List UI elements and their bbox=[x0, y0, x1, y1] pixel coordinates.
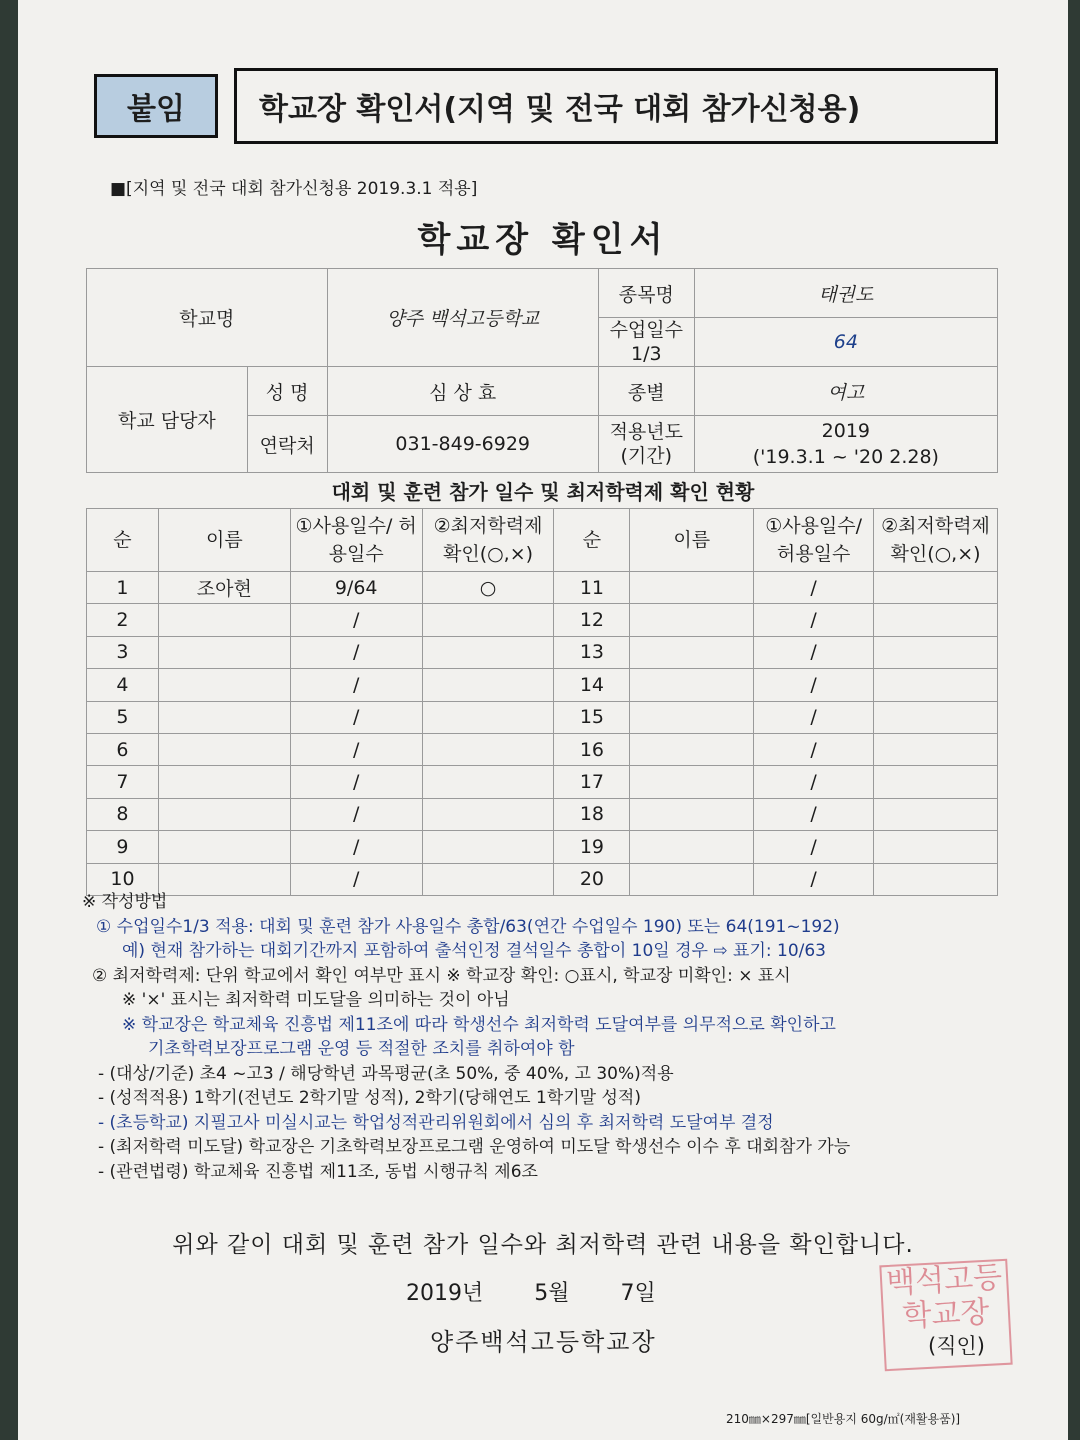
detail-3: - (초등학교) 지필고사 미실시교는 학업성적관리위원회에서 심의 후 최저학력 도달여부 결정 bbox=[98, 1112, 774, 1133]
min-check bbox=[874, 604, 998, 636]
used-days: / bbox=[290, 604, 422, 636]
year-value: 2019 bbox=[821, 420, 871, 442]
min-check bbox=[422, 636, 554, 668]
used-days: / bbox=[754, 766, 874, 798]
name-value: 심 상 효 bbox=[327, 367, 598, 416]
staff-label: 학교 담당자 bbox=[87, 367, 248, 473]
min-check bbox=[422, 733, 554, 765]
table-row bbox=[87, 701, 998, 733]
document-title: 학교장 확인서 bbox=[417, 220, 669, 260]
student-name bbox=[158, 831, 290, 863]
date-month: 5월 bbox=[534, 1281, 570, 1306]
table-row bbox=[87, 798, 998, 830]
notes-heading: ※ 작성방법 bbox=[82, 892, 168, 912]
sport-label: 종목명 bbox=[598, 269, 694, 318]
school-label: 학교명 bbox=[87, 269, 328, 367]
student-name: 조아현 bbox=[158, 572, 290, 604]
used-days: / bbox=[754, 669, 874, 701]
year-label: 적용년도 (기간) bbox=[598, 416, 694, 473]
row-no: 5 bbox=[87, 701, 159, 733]
row-no: 18 bbox=[554, 798, 630, 830]
col-no: 순 bbox=[87, 509, 159, 572]
row-no: 19 bbox=[554, 831, 630, 863]
note-1b: 예) 현재 참가하는 대회기간까지 포함하여 출석인정 결석일수 총합이 10일 경우 ⇨ 표기: 10/63 bbox=[122, 941, 826, 961]
student-name bbox=[158, 798, 290, 830]
detail-4: - (최저학력 미도달) 학교장은 기초학력보장프로그램 운영하여 미도달 학생선수 이수 후 대회참가 가능 bbox=[98, 1137, 851, 1157]
days-value: 64 bbox=[694, 318, 997, 367]
used-days: / bbox=[754, 636, 874, 668]
paper-spec-footer: 210㎜×297㎜[일반용지 60g/㎡(재활용품)] bbox=[726, 1412, 961, 1426]
min-check bbox=[874, 766, 998, 798]
row-no: 6 bbox=[87, 733, 159, 765]
principal-name: 양주백석고등학교장 bbox=[430, 1328, 657, 1356]
used-days: 9/64 bbox=[290, 572, 422, 604]
note-2d: 기초학력보장프로그램 운영 등 적절한 조치를 취하여야 함 bbox=[148, 1039, 575, 1059]
used-days: / bbox=[290, 766, 422, 798]
table-row bbox=[87, 669, 998, 701]
student-name bbox=[630, 733, 754, 765]
table-header-row bbox=[87, 509, 998, 572]
min-check bbox=[874, 636, 998, 668]
school-value: 양주 백석고등학교 bbox=[327, 269, 598, 367]
used-days: / bbox=[290, 798, 422, 830]
student-name bbox=[630, 572, 754, 604]
min-check bbox=[422, 669, 554, 701]
info-table bbox=[86, 268, 998, 473]
used-days: / bbox=[290, 669, 422, 701]
row-no: 7 bbox=[87, 766, 159, 798]
document-page bbox=[18, 0, 1068, 1440]
seal-mark: (직인) bbox=[928, 1334, 985, 1358]
min-check bbox=[874, 701, 998, 733]
row-no: 20 bbox=[554, 863, 630, 895]
row-no: 17 bbox=[554, 766, 630, 798]
note-2a: ② 최저학력제: 단위 학교에서 확인 여부만 표시 ※ 학교장 확인: ○표시, 학교장 미확인: × 표시 bbox=[92, 965, 791, 986]
date-year: 2019년 bbox=[406, 1281, 484, 1306]
type-label: 종별 bbox=[598, 367, 694, 416]
sport-value: 태권도 bbox=[694, 269, 997, 318]
col-name: 이름 bbox=[630, 509, 754, 572]
table-row bbox=[87, 733, 998, 765]
row-no: 14 bbox=[554, 669, 630, 701]
participation-table bbox=[86, 508, 998, 896]
used-days: / bbox=[754, 604, 874, 636]
student-name bbox=[158, 636, 290, 668]
min-check bbox=[422, 766, 554, 798]
min-check bbox=[874, 572, 998, 604]
row-no: 10 bbox=[87, 863, 159, 895]
student-name bbox=[158, 701, 290, 733]
contact-label: 연락처 bbox=[247, 416, 327, 473]
date-day: 7일 bbox=[620, 1281, 656, 1306]
min-check bbox=[874, 798, 998, 830]
student-name bbox=[630, 636, 754, 668]
used-days: / bbox=[290, 831, 422, 863]
student-name bbox=[158, 766, 290, 798]
confirm-text: 위와 같이 대회 및 훈련 참가 일수와 최저학력 관련 내용을 확인합니다. bbox=[172, 1232, 914, 1258]
student-name bbox=[158, 604, 290, 636]
used-days: / bbox=[754, 733, 874, 765]
row-no: 15 bbox=[554, 701, 630, 733]
row-no: 1 bbox=[87, 572, 159, 604]
instructions bbox=[82, 890, 1032, 1184]
note-2c: ※ 학교장은 학교체육 진흥법 제11조에 따라 학생선수 최저학력 도달여부를 의무적으로 확인하고 bbox=[122, 1014, 836, 1035]
row-no: 11 bbox=[554, 572, 630, 604]
col-no: 순 bbox=[554, 509, 630, 572]
col-days: ①사용일수/ 허용일수 bbox=[290, 509, 422, 572]
student-name bbox=[630, 766, 754, 798]
attachment-tag: 붙임 bbox=[94, 74, 218, 138]
table-row bbox=[87, 572, 998, 604]
student-name bbox=[630, 798, 754, 830]
type-value: 여고 bbox=[694, 367, 997, 416]
col-name: 이름 bbox=[158, 509, 290, 572]
row-no: 12 bbox=[554, 604, 630, 636]
note-2b: ※ '×' 표시는 최저학력 미도달을 의미하는 것이 아님 bbox=[122, 990, 510, 1010]
used-days: / bbox=[290, 636, 422, 668]
min-check bbox=[874, 669, 998, 701]
min-check bbox=[874, 831, 998, 863]
used-days: / bbox=[290, 733, 422, 765]
detail-1: - (대상/기준) 초4 ~고3 / 해당학년 과목평균(초 50%, 중 40%, 고 30%)적용 bbox=[98, 1063, 674, 1084]
detail-5: - (관련법령) 학교체육 진흥법 제11조, 동법 시행규칙 제6조 bbox=[98, 1161, 538, 1182]
used-days: / bbox=[290, 863, 422, 895]
table-subtitle: 대회 및 훈련 참가 일수 및 최저학력제 확인 현황 bbox=[331, 480, 755, 504]
row-no: 9 bbox=[87, 831, 159, 863]
student-name bbox=[158, 733, 290, 765]
col-min: ②최저학력제 확인(○,×) bbox=[422, 509, 554, 572]
year-cell bbox=[694, 416, 997, 473]
contact-value: 031-849-6929 bbox=[327, 416, 598, 473]
table-row bbox=[87, 831, 998, 863]
year-period: ('19.3.1 ~ '20 2.28) bbox=[752, 446, 939, 468]
header-title: 학교장 확인서(지역 및 전국 대회 참가신청용) bbox=[234, 68, 998, 144]
row-no: 8 bbox=[87, 798, 159, 830]
standard-note: ■[지역 및 전국 대회 참가신청용 2019.3.1 적용] bbox=[110, 179, 478, 199]
student-name bbox=[630, 831, 754, 863]
row-no: 4 bbox=[87, 669, 159, 701]
table-row bbox=[87, 604, 998, 636]
student-name bbox=[630, 701, 754, 733]
student-name bbox=[158, 669, 290, 701]
row-no: 2 bbox=[87, 604, 159, 636]
used-days: / bbox=[754, 863, 874, 895]
name-label: 성 명 bbox=[247, 367, 327, 416]
seal-text: 백석고등학교장 bbox=[885, 1260, 1003, 1335]
used-days: / bbox=[754, 831, 874, 863]
min-check bbox=[422, 701, 554, 733]
student-name bbox=[630, 669, 754, 701]
date bbox=[406, 1276, 700, 1307]
row-no: 3 bbox=[87, 636, 159, 668]
used-days: / bbox=[754, 701, 874, 733]
min-check bbox=[422, 798, 554, 830]
note-1a: ① 수업일수1/3 적용: 대회 및 훈련 참가 사용일수 총합/63(연간 수업일수 190) 또는 64(191~192) bbox=[96, 916, 840, 937]
min-check bbox=[874, 733, 998, 765]
table-row bbox=[87, 636, 998, 668]
days-label: 수업일수 1/3 bbox=[598, 318, 694, 367]
row-no: 13 bbox=[554, 636, 630, 668]
header bbox=[94, 68, 998, 144]
min-check bbox=[422, 831, 554, 863]
detail-2: - (성적적용) 1학기(전년도 2학기말 성적), 2학기(당해연도 1학기말 성적) bbox=[98, 1088, 641, 1108]
col-days: ①사용일수/ 허용일수 bbox=[754, 509, 874, 572]
min-check bbox=[422, 604, 554, 636]
used-days: / bbox=[754, 798, 874, 830]
used-days: / bbox=[290, 701, 422, 733]
table-row bbox=[87, 766, 998, 798]
min-check: ○ bbox=[422, 572, 554, 604]
col-min: ②최저학력제 확인(○,×) bbox=[874, 509, 998, 572]
used-days: / bbox=[754, 572, 874, 604]
row-no: 16 bbox=[554, 733, 630, 765]
student-name bbox=[630, 604, 754, 636]
